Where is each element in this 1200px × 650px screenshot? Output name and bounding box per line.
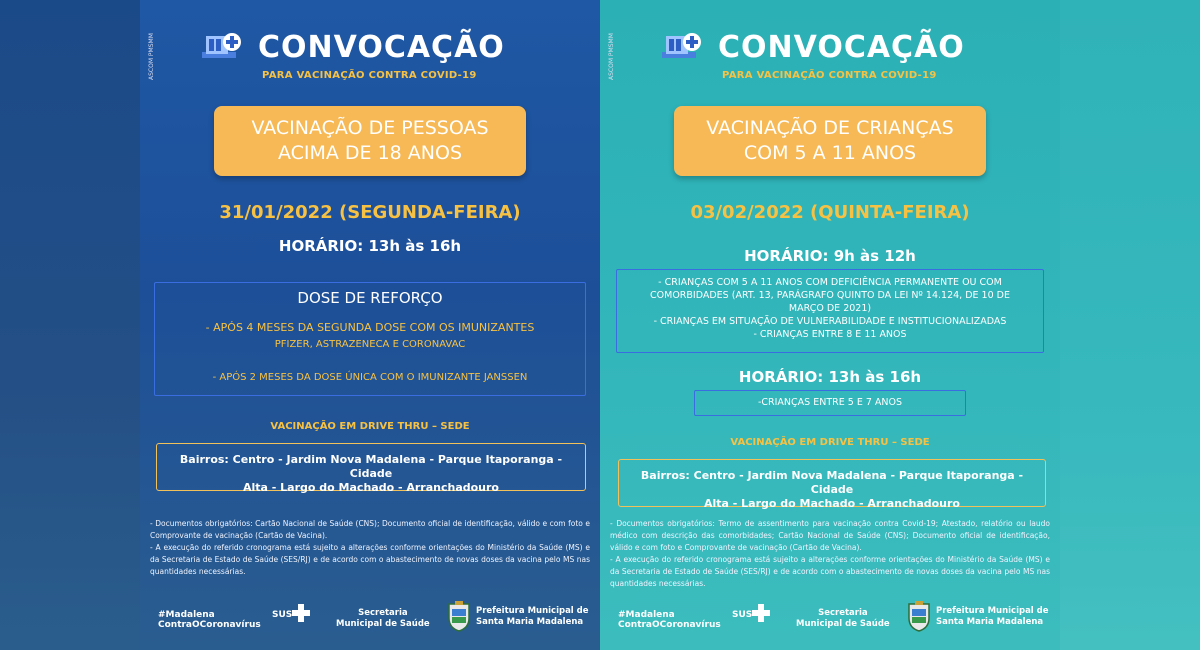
priority-group-line: - CRIANÇAS ENTRE 8 E 11 ANOS: [753, 329, 907, 340]
target-group-line: VACINAÇÃO DE PESSOAS: [251, 117, 489, 139]
age-group: -CRIANÇAS ENTRE 5 E 7 ANOS: [757, 397, 903, 408]
neighborhoods-box: [156, 443, 586, 494]
sus-logo-text: SUS: [272, 610, 293, 620]
secretariat-line: Municipal de Saúde: [336, 619, 430, 629]
footnote: - A execução do referido cronograma está sujeito a alterações conforme orientações do Ministério da Saúde (MS) e da Secretaria de Estado de Saúde (SES/RJ) e de acordo com o abastecimento de novas doses da vacina pelo MS nas quantidades necessárias.: [150, 543, 590, 576]
side-label: ASCOM PMSMM: [608, 33, 615, 80]
priority-group-line: MARÇO DE 2021): [788, 303, 872, 314]
footer: [600, 600, 1060, 636]
city-hall-line: Prefeitura Municipal de: [936, 606, 1049, 616]
target-group-line: ACIMA DE 18 ANOS: [277, 142, 463, 164]
city-hall: [476, 606, 589, 628]
priority-group: [617, 276, 1043, 341]
page-subtitle: PARA VACINAÇÃO CONTRA COVID-19: [722, 70, 937, 81]
sus-logo-text: SUS: [732, 610, 753, 620]
footnote: - Documentos obrigatórios: Termo de assentimento para vacinação contra Covid-19; Atestado, relatório ou laudo médico com descrição das comorbidades; Cartão Nacional de Saúde (CNS); Documento oficial de identificação, válido e com foto e Comprovante de vacinação (Cartão de Vacina).: [610, 519, 1050, 552]
neighborhoods-box: [618, 459, 1046, 510]
booster-dose-rule: - APÓS 2 MESES DA DOSE ÚNICA COM O IMUNIZANTE JANSSEN: [212, 372, 528, 383]
secretariat-line: Secretaria: [818, 608, 868, 618]
footer: [140, 600, 600, 636]
neighborhoods-line: Alta - Largo do Machado - Arranchadouro: [242, 481, 499, 494]
priority-groups-frame: [616, 269, 1044, 353]
secretariat-line: Municipal de Saúde: [796, 619, 890, 629]
neighborhoods-line: Bairros: Centro - Jardim Nova Madalena - Parque Itaporanga - Cidade: [179, 453, 563, 480]
hashtag-line: #Madalena: [618, 610, 675, 620]
page-title: CONVOCAÇÃO: [258, 30, 505, 65]
hashtag-line: #Madalena: [158, 610, 215, 620]
poster-children: [600, 0, 1060, 650]
municipal-crest-icon: [906, 600, 932, 632]
age-group-frame: [694, 390, 966, 416]
priority-group-line: - CRIANÇAS COM 5 A 11 ANOS COM DEFICIÊNCIA PERMANENTE OU COM: [658, 277, 1002, 288]
side-label: ASCOM PMSMM: [148, 33, 155, 80]
hashtag-line: ContraOCoronavírus: [618, 620, 721, 630]
schedule-time: HORÁRIO: 9h às 12h: [744, 247, 916, 265]
hashtag-line: ContraOCoronavírus: [158, 620, 261, 630]
sus-cross-icon: [752, 604, 770, 622]
neighborhoods-line: Bairros: Centro - Jardim Nova Madalena - Parque Itaporanga - Cidade: [640, 469, 1024, 496]
city-hall-line: Santa Maria Madalena: [936, 617, 1044, 627]
drive-thru-label: VACINAÇÃO EM DRIVE THRU – SEDE: [730, 437, 930, 448]
priority-group-line: - CRIANÇAS EM SITUAÇÃO DE VULNERABILIDADE E INSTITUCIONALIZADAS: [653, 316, 1007, 327]
booster-dose-frame: [154, 282, 586, 396]
vaccination-date: 03/02/2022 (QUINTA-FEIRA): [690, 202, 970, 223]
drive-thru-label: VACINAÇÃO EM DRIVE THRU – SEDE: [270, 421, 470, 432]
booster-dose-title: DOSE DE REFORÇO: [297, 289, 443, 307]
footnote: - A execução do referido cronograma está sujeito a alterações conforme orientações do Ministério da Saúde (MS) e da Secretaria de Estado de Saúde (SES/RJ) e de acordo com o abastecimento de novas doses da vacina pelo MS nas quantidades necessárias.: [610, 555, 1050, 588]
footnote: - Documentos obrigatórios: Cartão Nacional de Saúde (CNS); Documento oficial de identificação, válido e com foto e Comprovante de vacinação (Cartão de Vacina).: [150, 519, 590, 540]
sus-cross-icon: [292, 604, 310, 622]
booster-dose-rule: PFIZER, ASTRAZENECA E CORONAVAC: [274, 339, 466, 350]
target-group-line: COM 5 A 11 ANOS: [743, 142, 917, 164]
schedule-time: HORÁRIO: 13h às 16h: [738, 368, 922, 386]
vaccine-logo-icon: [200, 28, 244, 64]
municipal-crest-icon: [446, 600, 472, 632]
background-blur-right: [1060, 0, 1200, 650]
vaccine-logo-icon: [660, 28, 704, 64]
city-hall-line: Prefeitura Municipal de: [476, 606, 589, 616]
neighborhoods-line: Alta - Largo do Machado - Arranchadouro: [703, 497, 960, 510]
vaccination-date: 31/01/2022 (SEGUNDA-FEIRA): [219, 202, 521, 223]
target-group-line: VACINAÇÃO DE CRIANÇAS: [706, 117, 954, 139]
health-secretariat: [336, 608, 430, 630]
secretariat-line: Secretaria: [358, 608, 408, 618]
hashtag: [618, 610, 721, 630]
footnotes: [610, 518, 1050, 590]
page-subtitle: PARA VACINAÇÃO CONTRA COVID-19: [262, 70, 477, 81]
schedule-time: HORÁRIO: 13h às 16h: [278, 237, 462, 255]
poster-adults: [140, 0, 600, 650]
city-hall-line: Santa Maria Madalena: [476, 617, 584, 627]
background-blur-left: [0, 0, 140, 650]
booster-dose-rule: - APÓS 4 MESES DA SEGUNDA DOSE COM OS IMUNIZANTES: [205, 321, 535, 334]
priority-group-line: COMORBIDADES (ART. 13, PARÁGRAFO QUINTO DA LEI Nº 14.124, DE 10 DE: [650, 290, 1010, 301]
target-group-box: [674, 106, 986, 176]
page-title: CONVOCAÇÃO: [718, 30, 965, 65]
hashtag: [158, 610, 261, 630]
target-group-box: [214, 106, 526, 176]
city-hall: [936, 606, 1049, 628]
health-secretariat: [796, 608, 890, 630]
footnotes: [150, 518, 590, 578]
